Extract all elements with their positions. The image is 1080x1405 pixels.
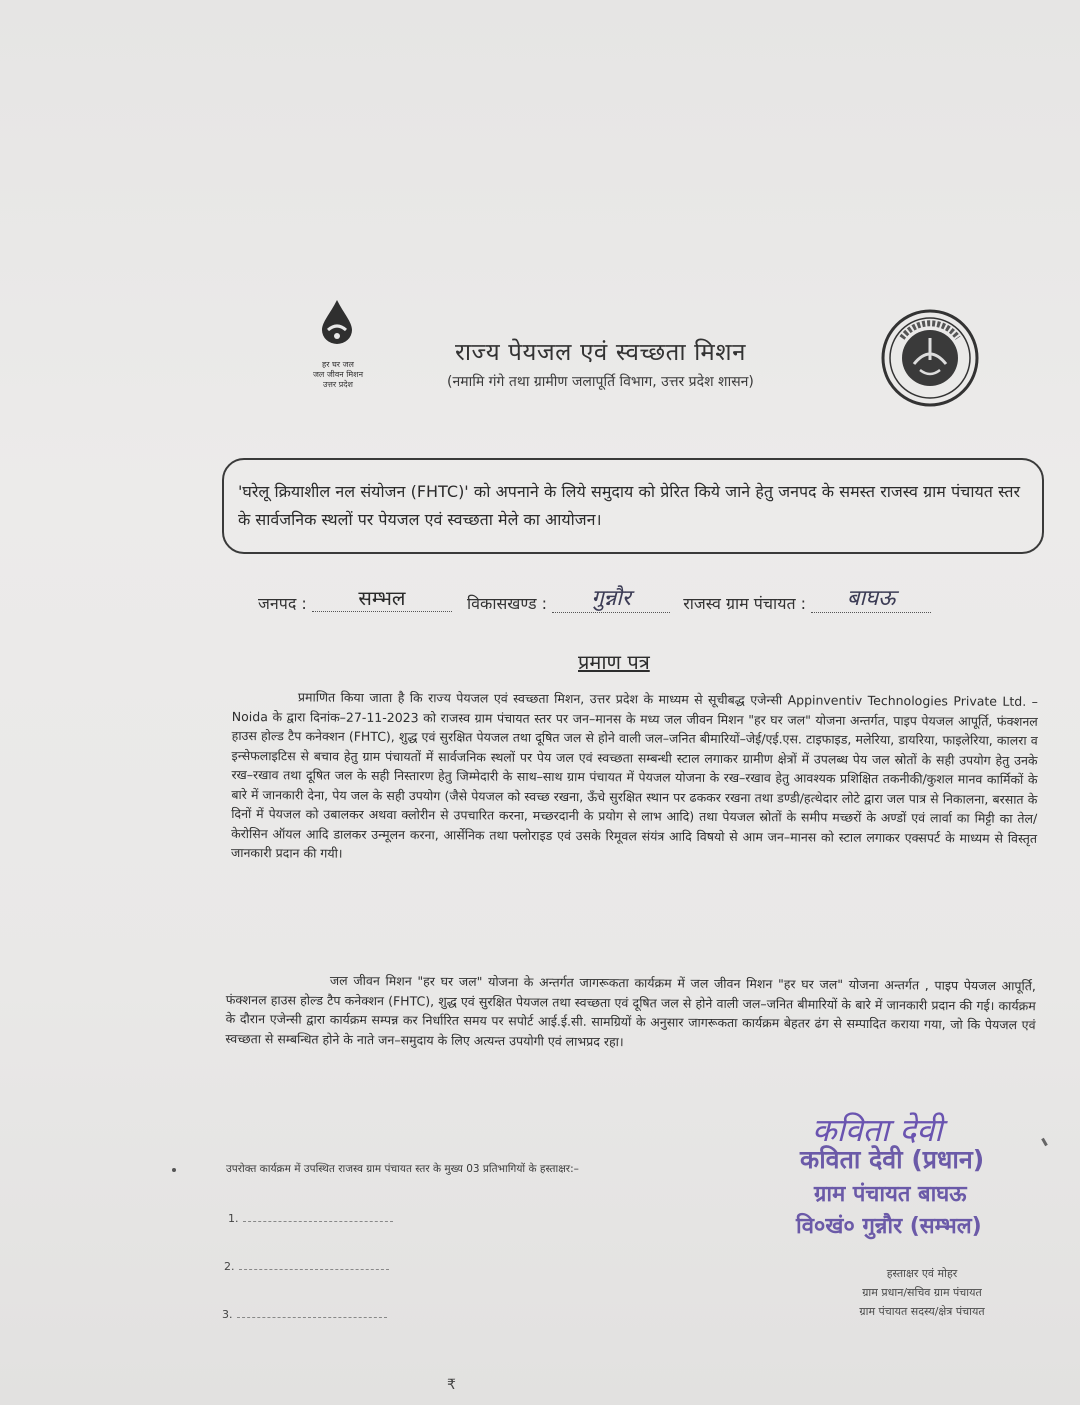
page-title: राज्य पेयजल एवं स्वच्छता मिशन — [455, 338, 746, 366]
certificate-heading: प्रमाण पत्र — [578, 650, 650, 674]
up-state-emblem-icon — [880, 308, 980, 408]
attendee-number: 1. — [228, 1212, 239, 1225]
tick-mark — [1041, 1138, 1048, 1146]
designation-line: ग्राम प्रधान/सचिव ग्राम पंचायत — [862, 1286, 982, 1299]
designation-line: ग्राम पंचायत सदस्य/क्षेत्र पंचायत — [859, 1305, 985, 1318]
attendee-number: 3. — [222, 1308, 233, 1321]
location-fields — [258, 586, 1058, 617]
attendee-line-3 — [222, 1308, 387, 1321]
attendee-number: 2. — [224, 1260, 235, 1273]
block-label: विकासखण्ड : — [467, 594, 548, 613]
logo-caption — [298, 360, 378, 390]
logo-caption-line: हर घर जल — [322, 360, 354, 369]
attendees-note: उपरोक्त कार्यक्रम में उपस्थित राजस्व ग्राम पंचायत स्तर के मुख्य 03 प्रतिभागियों के हस्ताक्षर:– — [226, 1163, 579, 1175]
panchayat-label: राजस्व ग्राम पंचायत : — [683, 594, 807, 613]
district-label: जनपद : — [258, 594, 307, 613]
district-value: सम्भल — [312, 584, 452, 612]
water-drop-icon — [320, 300, 354, 344]
event-banner — [222, 458, 1044, 554]
stamp-line-block: वि०खं० गुन्नौर (सम्भल) — [796, 1214, 982, 1239]
page-subtitle: (नमामि गंगे तथा ग्रामीण जलापूर्ति विभाग, उत्तर प्रदेश शासन) — [447, 374, 754, 390]
bullet-dot — [172, 1168, 176, 1172]
logo-caption-line: उत्तर प्रदेश — [323, 380, 353, 389]
certificate-paragraph-1: प्रमाणित किया जाता है कि राज्य पेयजल एवं स्वच्छता मिशन, उत्तर प्रदेश के माध्यम से सूचीबद्ध एजेन्सी Appinventiv Technologies Private Ltd. – Noida के द्वारा दिनांक–27-11-2023 को राजस्व ग्राम पंचायत स्तर पर जन–मानस के मध्य जल जीवन मिशन "हर घर जल" योजना अन्तर्गत, पाइप पेयजल आपूर्ति, फंक्शनल हाउस होल्ड टैप कनेक्शन (FHTC), शुद्ध एवं सुरक्षित पेयजल तथा दूषित जल से होने वाली जल–जनित बीमारियों–जेई/एई.एस. टाइफाइड, मलेरिया, डायरिया, फाइलेरिया, कालरा व इन्सेफलाइटिस से बचाव हेतु ग्राम पंचायतों में सार्वजनिक स्थलों पर पेय जल एवं स्वच्छता सम्बन्धी स्टाल लगाकर ग्रामीण क्षेत्रों में उपलब्ध पेय जल स्रोतों के सही उपयोग हेतु उनके रख–रखाव तथा दूषित जल के सही निस्तारण हेतु जिम्मेदारी के साथ–साथ ग्राम पंचायत में पेयजल योजना के रख–रखाव हेतु आवश्यक प्रशिक्षित तकनीकी/कुशल मानव कार्मिकों के बारे में जानकारी देना, पेय जल के सही उपयोग (जैसे पेयजल को स्वच्छ रखना, ऊँचे सुरक्षित स्थान पर ढककर रखना तथा डण्डी/हत्थेदार लोटे द्वारा जल पात्र से निकालना, बरसात के दिनों में पेयजल को उबालकर अथवा क्लोरीन से उपचारित करना, मच्छरदानी के प्रयोग से लाभ आदि) तथा पेयजल स्रोतों के समीप मच्छरों के अण्डों एवं लार्वा का मिट्टी का तेल/केरोसिन ऑयल आदि डालकर उन्मूलन करना, आर्सेनिक तथा फ्लोराइड एवं उसके रिमूवल संयंत्र आदि विषयो से आम जन–मानस को स्टाल लगाकर एक्सपर्ट के माध्यम से विस्तृत जानकारी प्रदान की गयी। — [230, 689, 1038, 861]
handwritten-signature: कविता देवी — [812, 1111, 943, 1149]
signature-blank — [243, 1221, 393, 1222]
attendee-line-2 — [224, 1260, 389, 1273]
designation-line: हस्ताक्षर एवं मोहर — [886, 1267, 958, 1280]
attendee-line-1 — [228, 1212, 393, 1225]
block-value: गुन्नौर — [552, 582, 670, 613]
signature-blank — [239, 1269, 389, 1270]
page-mark: ₹ — [447, 1377, 456, 1393]
signature-blank — [237, 1317, 387, 1318]
logo-caption-line: जल जीवन मिशन — [312, 370, 364, 379]
banner-text: 'घरेलू क्रियाशील नल संयोजन (FHTC)' को अपनाने के लिये समुदाय को प्रेरित किये जाने हेतु जनपद के समस्त राजस्व ग्राम पंचायत स्तर के सार्वजनिक स्थलों पर पेयजल एवं स्वच्छता मेले का आयोजन। — [238, 482, 1020, 529]
stamp-line-panchayat: ग्राम पंचायत बाघऊ — [814, 1182, 967, 1207]
panchayat-value: बाघऊ — [811, 582, 931, 613]
certificate-paragraph-2: जल जीवन मिशन "हर घर जल" योजना के अन्तर्गत जागरूकता कार्यक्रम में जल जीवन मिशन "हर घर जल" योजना अन्तर्गत , पाइप पेयजल आपूर्ति, फंक्शनल हाउस होल्ड टैप कनेक्शन (FHTC), शुद्ध एवं सुरक्षित पेयजल तथा स्वच्छता एवं दूषित जल से होने वाली जल–जनित बीमारियों के बारे में जानकारी प्रदान की गई। कार्यक्रम के दौरान एजेन्सी द्वारा कार्यक्रम सम्पन्न कर निर्धारित समय पर सपोर्ट आई.ई.सी. सामग्रियों के अनुसार जागरूकता कार्यक्रम बेहतर ढंग से सम्पादित कराया गया, जो कि पेयजल एवं स्वच्छता से सम्बन्धित होने के नाते जन–समुदाय के लिए अत्यन्त उपयोगी एवं लाभप्रद रहा। — [225, 972, 1036, 1049]
signatory-designation — [812, 1264, 1032, 1321]
stamp-line-name: कविता देवी (प्रधान) — [800, 1145, 985, 1174]
jal-jeevan-mission-logo — [298, 300, 378, 400]
